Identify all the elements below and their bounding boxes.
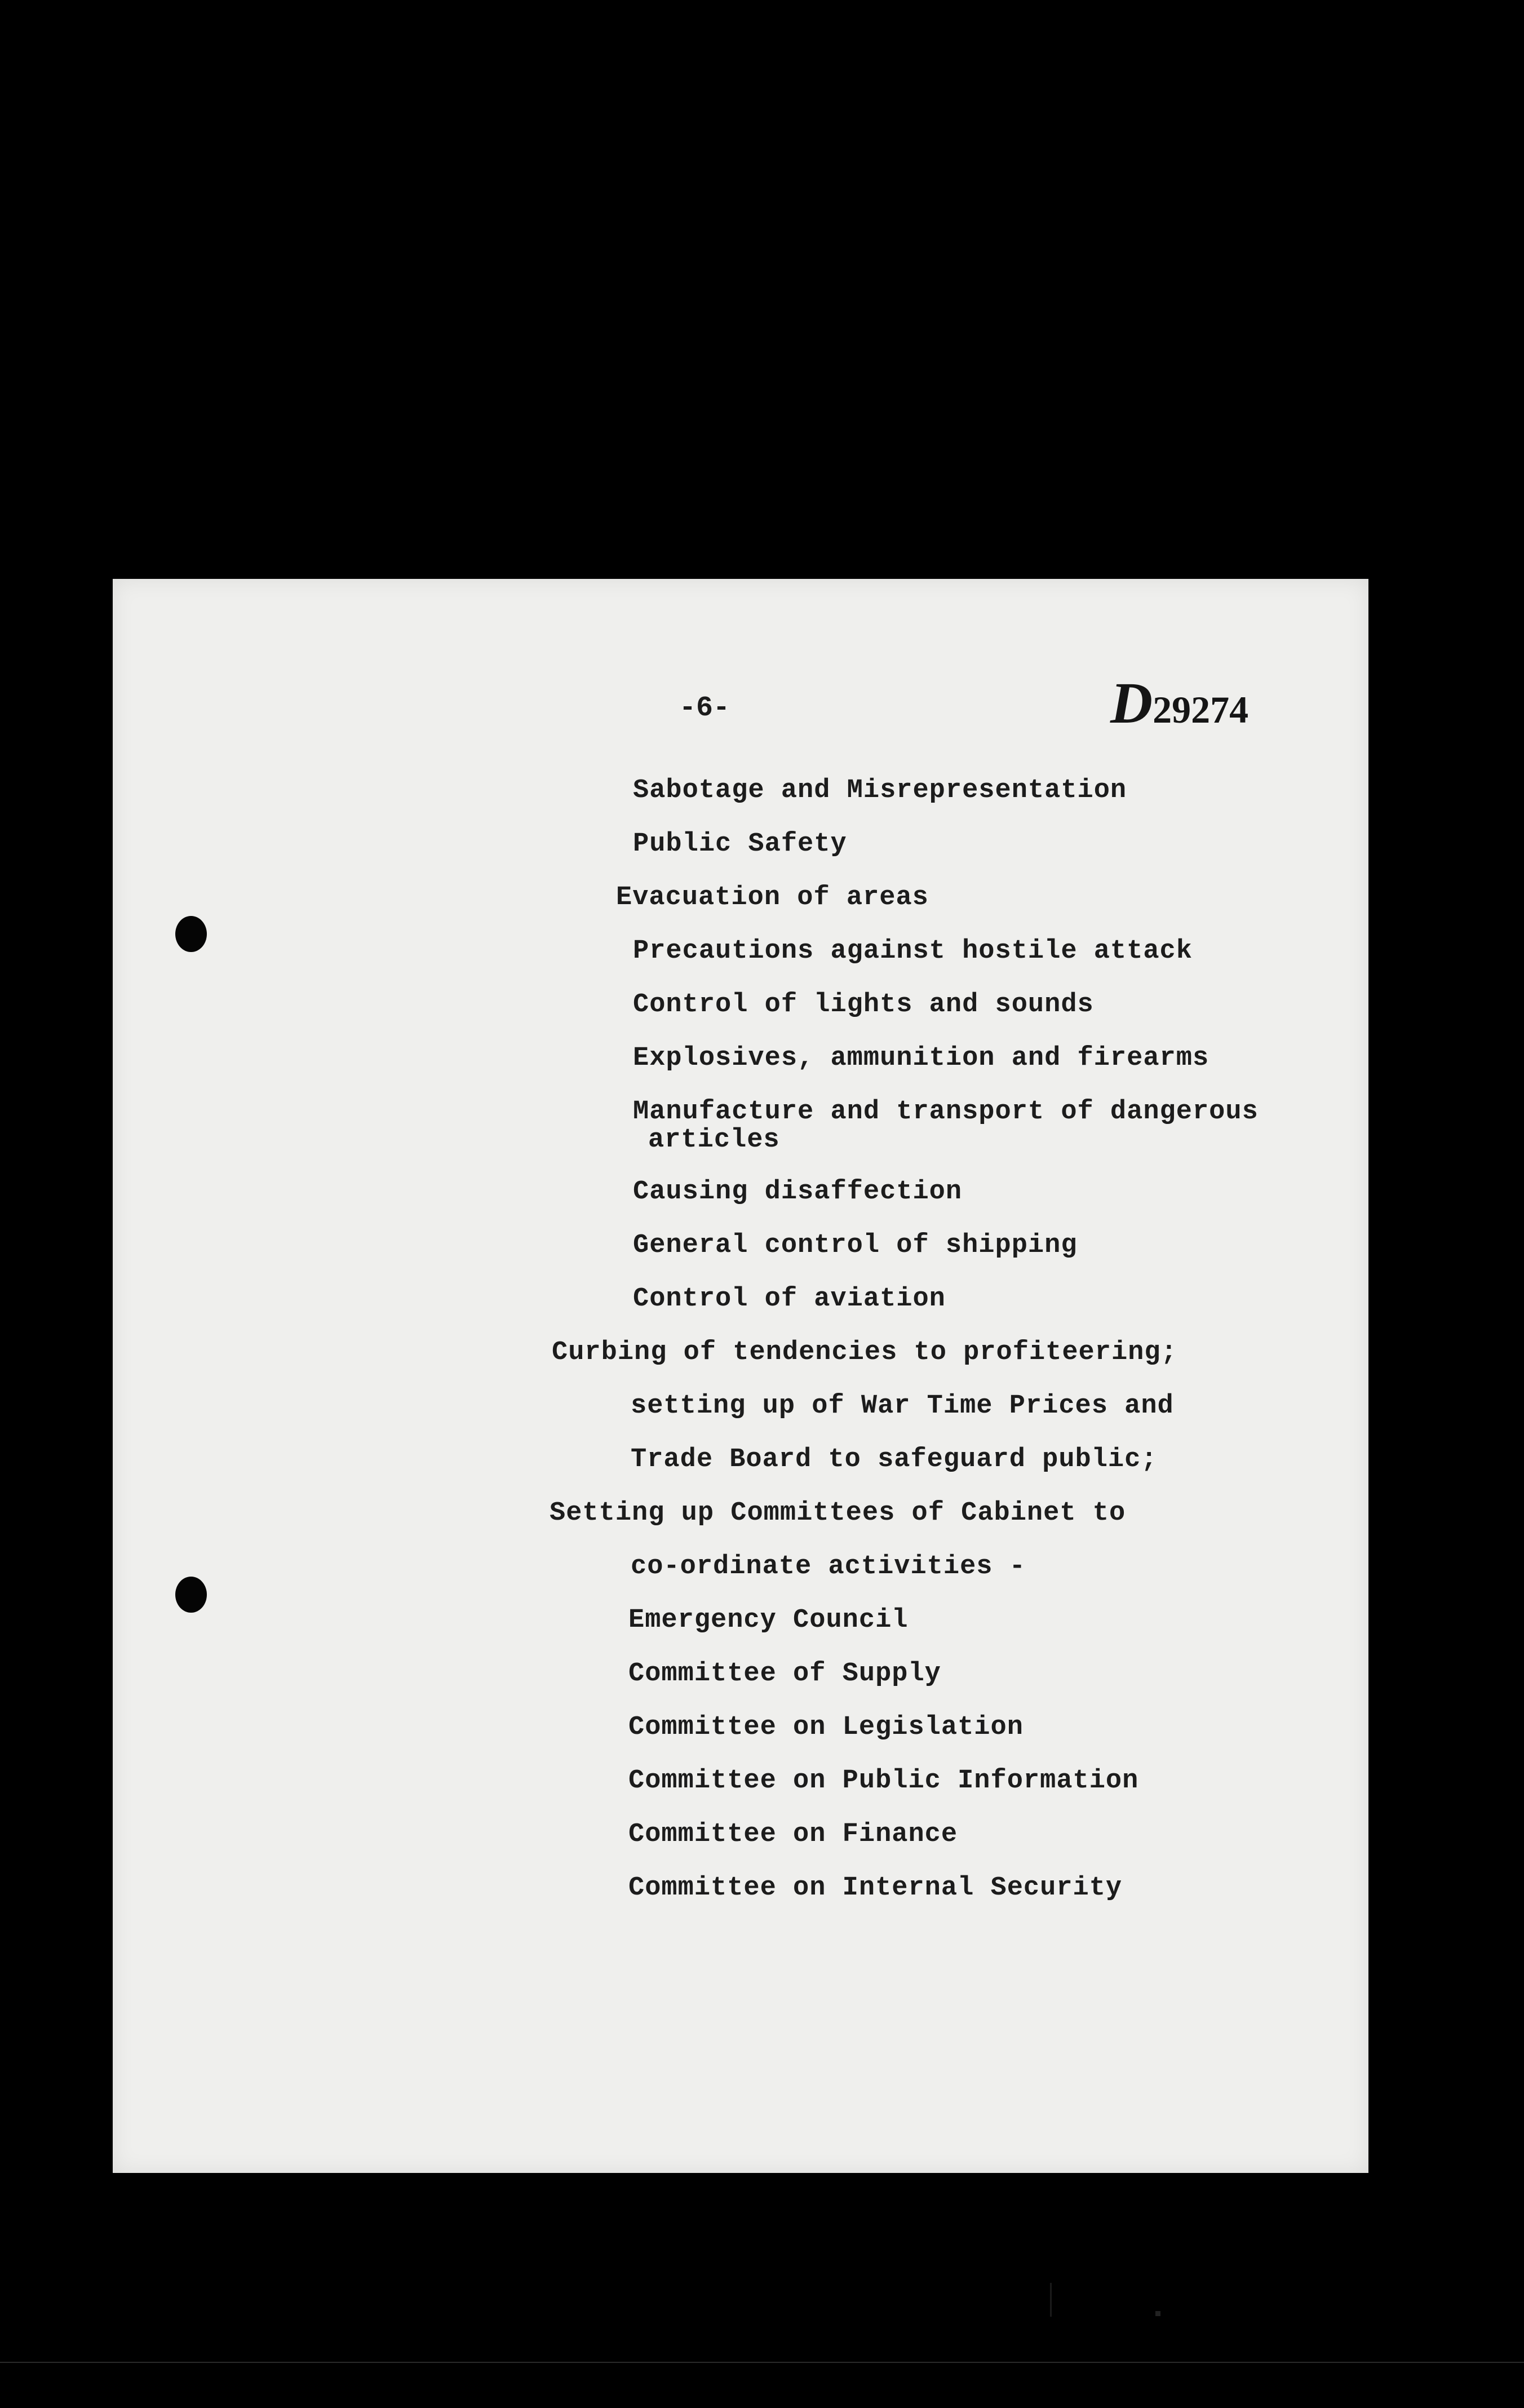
text-line: Committee on Public Information: [628, 1766, 1139, 1796]
text-line: Committee of Supply: [628, 1659, 941, 1689]
text-line: Committee on Finance: [628, 1820, 958, 1849]
punch-hole-bottom: [175, 1577, 207, 1613]
text-line: Manufacture and transport of dangerous: [633, 1097, 1259, 1127]
text-line: Causing disaffection: [633, 1177, 963, 1207]
text-line: Evacuation of areas: [616, 883, 929, 913]
text-line: Committee on Legislation: [628, 1712, 1024, 1742]
text-line: Trade Board to safeguard public;: [631, 1445, 1158, 1475]
text-line: Public Safety: [633, 829, 847, 859]
text-line: co-ordinate activities -: [631, 1552, 1026, 1582]
scan-mark: [1050, 2283, 1052, 2317]
text-line: Explosives, ammunition and firearms: [633, 1043, 1210, 1073]
paper-sheet: [113, 579, 1368, 2173]
text-line: Committee on Internal Security: [628, 1873, 1123, 1903]
text-line: Precautions against hostile attack: [633, 936, 1193, 966]
text-line: Setting up Committees of Cabinet to: [550, 1498, 1126, 1528]
scan-mark: [1155, 2311, 1160, 2316]
text-line: articles: [648, 1125, 780, 1155]
document-id-prefix: D: [1110, 671, 1153, 736]
text-line: General control of shipping: [633, 1230, 1078, 1260]
document-id-number: 29274: [1153, 688, 1249, 731]
page-number: -6-: [679, 692, 730, 724]
text-line: setting up of War Time Prices and: [631, 1391, 1174, 1421]
text-line: Control of lights and sounds: [633, 990, 1094, 1020]
document-id: [1110, 670, 1248, 737]
text-line: Emergency Council: [628, 1605, 909, 1635]
text-line: Curbing of tendencies to profiteering;: [552, 1338, 1177, 1367]
text-line: Control of aviation: [633, 1284, 946, 1314]
divider: [0, 2362, 1524, 2363]
text-line: Sabotage and Misrepresentation: [633, 776, 1127, 805]
punch-hole-top: [175, 916, 207, 952]
